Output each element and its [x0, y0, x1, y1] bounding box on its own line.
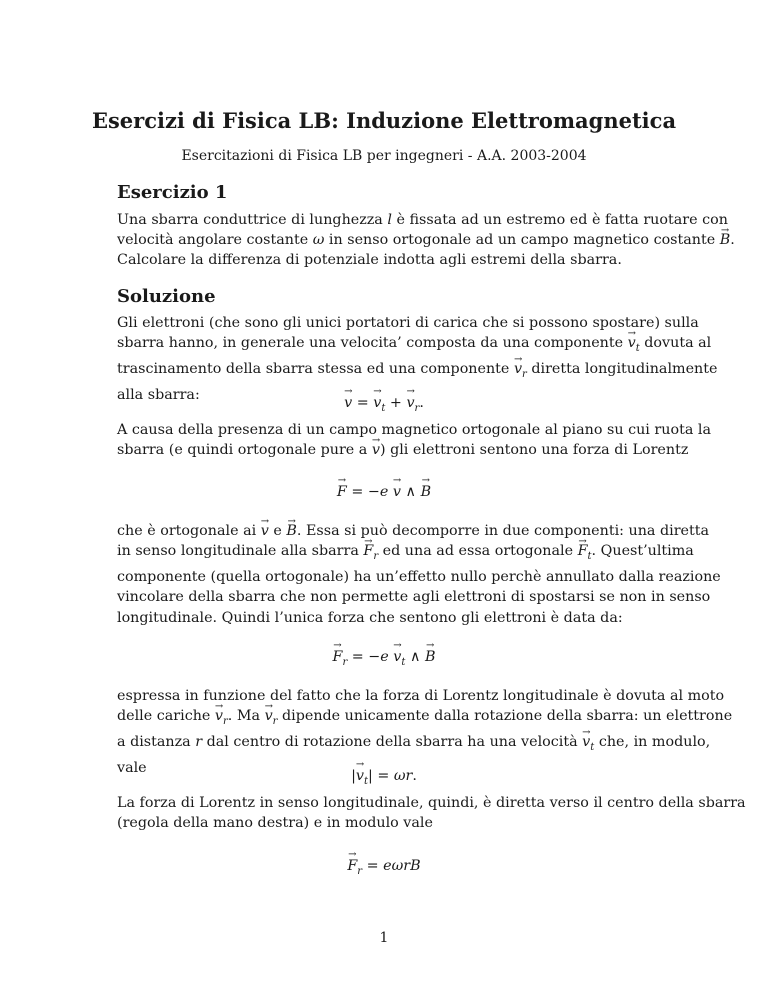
document-title: Esercizi di Fisica LB: Induzione Elettromagnetica — [91, 108, 677, 133]
document-subtitle: Esercitazioni di Fisica LB per ingegneri - A.A. 2003-2004 — [181, 148, 587, 164]
equation-radial-force: → $F_r = -e \to v_t$ ∧ → B — [0, 649, 768, 668]
solution-paragraph-1: Gli elettroni (che sono gli unici portatori di carica che si possono spostare) sulla sbarra hanno, in generale una velocita’ composta da una componente → $v_t$ dovuta al trascinamento della sbarra stessa ed una componente → $v_r$ diretta longitudinalmente alla sbarra: — [117, 313, 652, 406]
equation-lorentz-force: → F = −e → v ∧ → B — [0, 484, 768, 500]
exercise-heading: Esercizio 1 — [117, 182, 228, 203]
solution-heading: Soluzione — [117, 286, 216, 307]
equation-velocity: → v = → $v_t$ + → $v_r$. — [0, 395, 768, 414]
equation-force-magnitude: → $F_r = e\omega rB$ — [0, 858, 768, 877]
solution-paragraph-4: espressa in funzione del fatto che la forza di Lorentz longitudinale è dovuta al moto delle cariche → $v_r$. $Ma \to v_r$ dipende unicamente dalla rotazione della sbarra: un elettrone a distanza r dal centro di rotazione della sbarra ha una velocità → $v_t$ che, in modulo, vale — [117, 686, 652, 779]
equation-tangential-speed: |→ $v_t| = \omega r$. — [0, 768, 768, 787]
exercise-text: Una sbarra conduttrice di lunghezza l è fissata ad un estremo ed è fatta ruotare con velocità angolare costante ω in senso ortogonale ad un campo magnetico costante → B. Calcolare la differenza di potenziale indotta agli estremi della sbarra. — [117, 210, 652, 271]
solution-paragraph-3: che è ortogonale ai → v e → B. Essa si può decomporre in due componenti: una diretta in senso longitudinale alla sbarra → $F_r$ ed una ad essa ortogonale → $F_t$. Quest’ultima componente (quella ortogonale) ha un’effetto nullo perchè annullato dalla reazione vincolare della sbarra che non permette agli elettroni di spostarsi se non in senso longitudinale. Quindi l’unica forza che sentono gli elettroni è data da: — [117, 521, 652, 628]
page-number: 1 — [379, 930, 389, 946]
solution-paragraph-2: A causa della presenza di un campo magnetico ortogonale al piano su cui ruota la sbarra (e quindi ortogonale pure a → v) gli elettroni sentono una forza di Lorentz — [117, 420, 652, 460]
solution-paragraph-5: La forza di Lorentz in senso longitudinale, quindi, è diretta verso il centro della sbarra (regola della mano destra) e in modulo vale — [117, 795, 746, 832]
